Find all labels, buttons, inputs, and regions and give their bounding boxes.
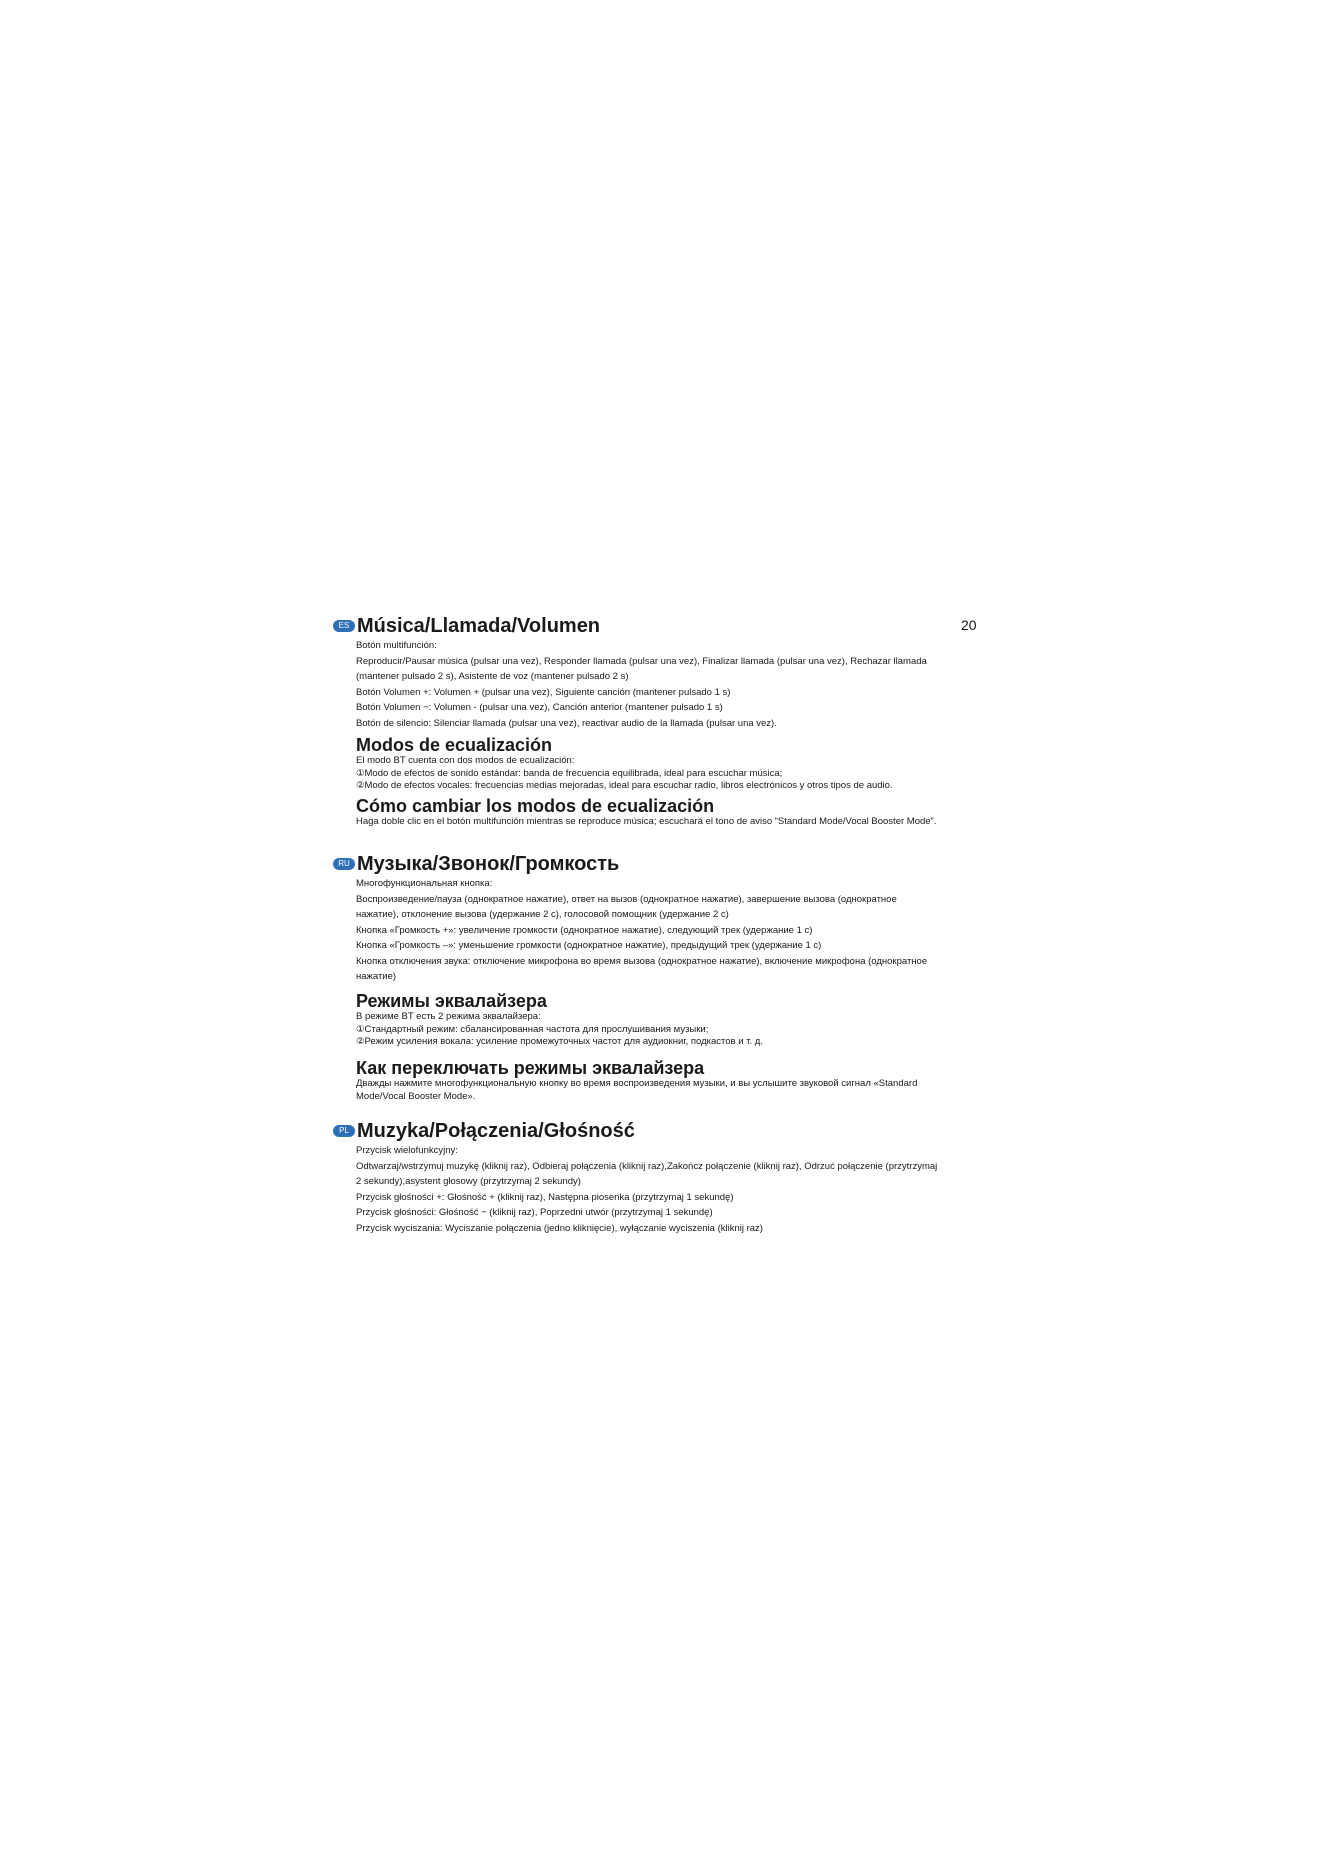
body-line: Przycisk wielofunkcyjny: xyxy=(356,1145,458,1156)
section-body xyxy=(356,1143,993,1236)
body-line: Кнопка отключения звука: отключение микрофона во время вызова (однократное нажатие), включение микрофона (однократное xyxy=(356,955,928,967)
eq-heading: Modos de ecualización xyxy=(356,735,553,755)
body-line: Odtwarzaj/wstrzymuj muzykę (kliknij raz), Odbieraj połączenia (kliknij raz),Zakończ połączenie (kliknij raz), Odrzuć połączenie (przytrzymaj xyxy=(356,1160,938,1172)
language-badge: ES xyxy=(333,620,355,632)
body-line: Przycisk głośności: Głośność − (kliknij raz), Poprzedni utwór (przytrzymaj 1 sekundę) xyxy=(356,1207,713,1218)
section-title-text: Música/Llamada/Volumen xyxy=(357,615,601,637)
body-line: Reproducir/Pausar música (pulsar una vez), Responder llamada (pulsar una vez), Finalizar llamada (pulsar una vez), Rechazar llamada xyxy=(356,655,927,667)
es-eq-block xyxy=(333,735,993,793)
section-body xyxy=(356,876,993,985)
body-line: Воспроизведение/пауза (однократное нажатие), ответ на вызов (однократное нажатие), завершение вызова (однократное xyxy=(356,893,897,905)
body-line: Haga doble clic en el botón multifunción mientras se reproduce música; escuchará el tono de aviso “Standard Mode/Vocal Booster Mode”. xyxy=(356,816,937,827)
switch-body xyxy=(356,1078,993,1103)
language-badge: PL xyxy=(333,1125,355,1137)
body-line: ②Режим усиления вокала: усиление промежуточных частот для аудиокниг, подкастов и т. д. xyxy=(356,1036,763,1047)
body-line: Дважды нажмите многофункциональную кнопку во время воспроизведения музыки, и вы услышите звуковой сигнал «Standard xyxy=(356,1078,918,1089)
eq-body xyxy=(356,1011,993,1049)
section-pl xyxy=(333,1119,993,1236)
switch-body xyxy=(356,816,993,829)
body-line: (mantener pulsado 2 s), Asistente de voz (mantener pulsado 2 s) xyxy=(356,671,629,682)
body-line: Botón multifunción: xyxy=(356,640,437,651)
eq-body xyxy=(356,755,993,793)
section-title-text: Музыка/Звонок/Громкость xyxy=(357,853,620,875)
body-line: ①Modo de efectos de sonido estándar: banda de frecuencia equilibrada, ideal para escuchar música; xyxy=(356,767,783,779)
switch-heading: Cómo cambiar los modos de ecualización xyxy=(356,796,715,816)
body-line: В режиме BT есть 2 режима эквалайзера: xyxy=(356,1011,541,1022)
body-line: Кнопка «Громкость –»: уменьшение громкости (однократное нажатие), предыдущий трек (удержание 1 с) xyxy=(356,940,822,951)
ru-switch-block xyxy=(333,1058,993,1103)
body-line: Botón Volumen −: Volumen - (pulsar una vez), Canción anterior (mantener pulsado 1 s) xyxy=(356,702,723,713)
body-line: ②Modo de efectos vocales: frecuencias medias mejoradas, ideal para escuchar radio, libros electrónicos y otros tipos de audio. xyxy=(356,780,893,791)
section-title xyxy=(333,852,993,876)
section-es xyxy=(333,614,993,731)
switch-heading: Как переключать режимы эквалайзера xyxy=(356,1058,705,1078)
ru-eq-block xyxy=(333,991,993,1049)
section-body xyxy=(356,638,993,731)
language-badge: RU xyxy=(333,858,355,870)
section-title-text: Muzyka/Połączenia/Głośność xyxy=(357,1120,635,1142)
page-number: 20 xyxy=(961,617,977,633)
body-line: Przycisk głośności +: Głośność + (kliknij raz), Następna piosenka (przytrzymaj 1 sekundę) xyxy=(356,1191,734,1203)
body-line: Кнопка «Громкость +»: увеличение громкости (однократное нажатие), следующий трек (удержание 1 с) xyxy=(356,924,813,936)
body-line: Botón Volumen +: Volumen + (pulsar una vez), Siguiente canción (mantener pulsado 1 s) xyxy=(356,686,731,698)
body-line: 2 sekundy),asystent głosowy (przytrzymaj 2 sekundy) xyxy=(356,1176,581,1187)
es-switch-block xyxy=(333,796,993,829)
body-line: Przycisk wyciszania: Wyciszanie połączenia (jedno kliknięcie), wyłączanie wyciszenia (kliknij raz) xyxy=(356,1222,763,1234)
body-line: нажатие) xyxy=(356,971,397,982)
body-line: ①Стандартный режим: сбалансированная частота для прослушивания музыки; xyxy=(356,1023,709,1035)
body-line: нажатие), отклонение вызова (удержание 2 с), голосовой помощник (удержание 2 с) xyxy=(356,909,729,920)
body-line: El modo BT cuenta con dos modos de ecualización: xyxy=(356,755,575,766)
section-title xyxy=(333,614,993,638)
body-line: Botón de silencio: Silenciar llamada (pulsar una vez), reactivar audio de la llamada (pulsar una vez). xyxy=(356,717,777,729)
body-line: Mode/Vocal Booster Mode». xyxy=(356,1090,476,1102)
eq-heading: Режимы эквалайзера xyxy=(356,991,547,1011)
section-title xyxy=(333,1119,993,1143)
body-line: Многофункциональная кнопка: xyxy=(356,878,493,889)
section-ru xyxy=(333,852,993,985)
